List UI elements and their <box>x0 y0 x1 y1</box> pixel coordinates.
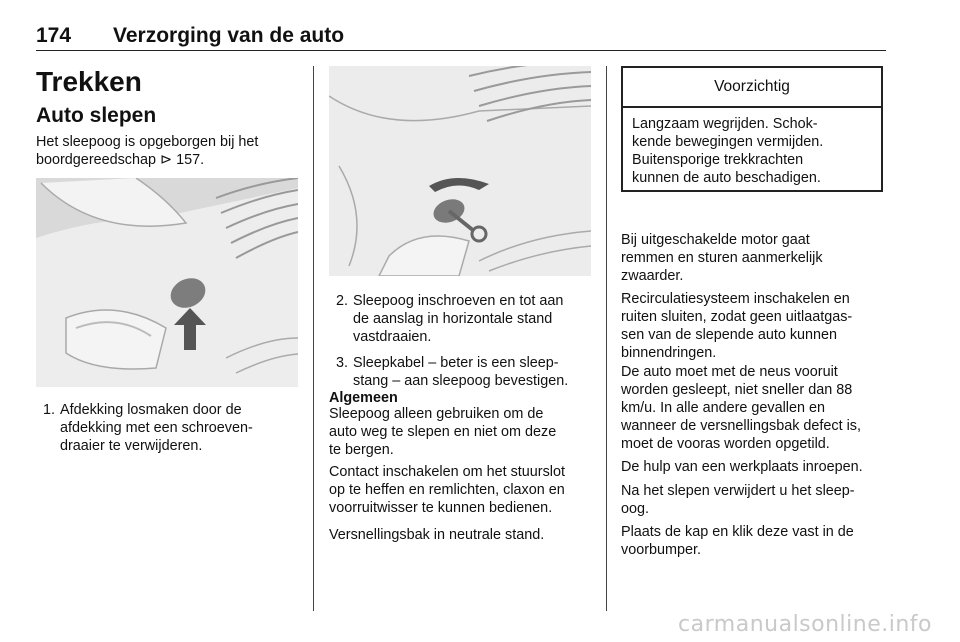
text-line: Sleepoog alleen gebruiken om de <box>329 406 544 422</box>
text-line: moet de vooras worden opgetild. <box>621 436 830 452</box>
text-line: op te heffen en remlichten, claxon en <box>329 482 565 498</box>
text-line: sen van de slepende auto kunnen <box>621 327 838 343</box>
column-divider-left <box>313 66 314 611</box>
intro-ref: 157. <box>176 152 205 168</box>
text-line: Contact inschakelen om het stuurslot <box>329 464 565 480</box>
caution-body <box>623 108 881 194</box>
right-paragraph-5 <box>621 482 855 518</box>
car-front-illustration <box>36 178 298 387</box>
text-line: km/u. In alle andere gevallen en <box>621 400 825 416</box>
page-ref-icon: ⊳ <box>160 152 173 168</box>
watermark-text: carmanualsonline.info <box>678 612 932 637</box>
general-paragraph-1 <box>329 405 556 459</box>
text-line: ruiten sluiten, zodat geen uitlaatgas- <box>621 309 853 325</box>
step-number: 2. <box>336 293 349 309</box>
text-line: Buitensporige trekkrachten <box>632 152 804 168</box>
step-text <box>60 401 253 455</box>
step-line: draaier te verwijderen. <box>60 438 203 454</box>
intro-line-2 <box>36 151 204 169</box>
caution-box <box>621 66 883 192</box>
text-line: oog. <box>621 501 650 517</box>
step-text <box>353 292 563 346</box>
right-paragraph-2 <box>621 290 852 362</box>
text-line: kunnen de auto beschadigen. <box>632 170 821 186</box>
text-line: De hulp van een werkplaats inroepen. <box>621 459 863 475</box>
column-divider-right <box>606 66 607 611</box>
header-rule <box>36 50 886 51</box>
step-line: Sleepoog inschroeven en tot aan <box>353 293 564 309</box>
text-line: auto weg te slepen en niet om deze <box>329 424 557 440</box>
step-line: Afdekking losmaken door de <box>60 402 242 418</box>
step-number: 3. <box>336 355 349 371</box>
step-number: 1. <box>43 402 56 418</box>
step-line: de aanslag in horizontale stand <box>353 311 553 327</box>
step-line: Sleepkabel – beter is een sleep- <box>353 355 559 371</box>
figure-tow-eye <box>329 66 591 276</box>
text-line: De auto moet met de neus vooruit <box>621 364 838 380</box>
section-subtitle: Auto slepen <box>36 104 157 127</box>
step-text <box>353 354 568 390</box>
text-line: Versnellingsbak in neutrale stand. <box>329 527 545 543</box>
text-line: Na het slepen verwijdert u het sleep- <box>621 483 855 499</box>
text-line: worden gesleept, niet sneller dan 88 <box>621 382 853 398</box>
text-line: Plaats de kap en klik deze vast in de <box>621 524 854 540</box>
text-line: Recirculatiesysteem inschakelen en <box>621 291 850 307</box>
right-paragraph-4 <box>621 458 863 476</box>
page-number: 174 <box>36 24 72 47</box>
general-paragraph-2 <box>329 463 565 517</box>
text-line: wanneer de versnellingsbak defect is, <box>621 418 861 434</box>
text-line: voorruitwisser te kunnen bedienen. <box>329 500 553 516</box>
step-line: stang – aan sleepoog bevestigen. <box>353 373 569 389</box>
section-title: Trekken <box>36 66 142 97</box>
right-paragraph-3 <box>621 363 861 453</box>
text-line: kende bewegingen vermijden. <box>632 134 824 150</box>
text-line: remmen en sturen aanmerkelijk <box>621 250 823 266</box>
right-paragraph-6 <box>621 523 854 559</box>
intro-line-1: Het sleepoog is opgeborgen bij het <box>36 134 259 150</box>
intro-text: boordgereedschap <box>36 152 157 168</box>
text-line: voorbumper. <box>621 542 701 558</box>
page-header-title: Verzorging van de auto <box>113 24 345 47</box>
general-heading: Algemeen <box>329 390 398 406</box>
text-line: binnendringen. <box>621 345 717 361</box>
text-line: Langzaam wegrijden. Schok- <box>632 116 818 132</box>
step-line: afdekking met een schroeven- <box>60 420 253 436</box>
text-line: zwaarder. <box>621 268 684 284</box>
step-line: vastdraaien. <box>353 329 432 345</box>
right-paragraph-1 <box>621 231 823 285</box>
figure-cover-removal <box>36 178 298 387</box>
caution-heading: Voorzichtig <box>623 68 881 108</box>
text-line: te bergen. <box>329 442 394 458</box>
tow-eye-illustration <box>329 66 591 276</box>
general-paragraph-3 <box>329 526 544 544</box>
text-line: Bij uitgeschakelde motor gaat <box>621 232 810 248</box>
